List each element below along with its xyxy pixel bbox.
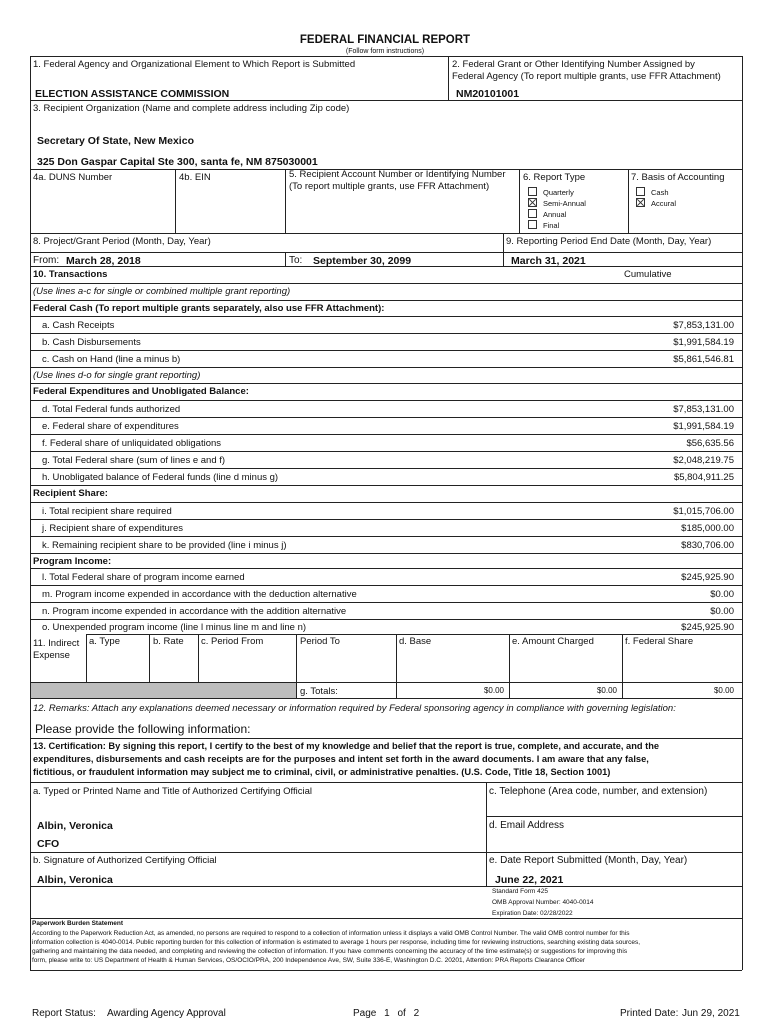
page-number: Page 1 of 2: [353, 1008, 420, 1019]
line-l-label: l. Total Federal share of program income earned: [42, 572, 245, 583]
date-submitted: June 22, 2021: [495, 874, 564, 886]
official-name: Albin, Veronica: [37, 820, 113, 832]
line-c-value: $5,861,546.81: [673, 354, 734, 365]
certification-line-3: fictitious, or fraudulent information may subject me to criminal, civil, or administrative penalties. (U.S. Code, Title 18, Section 1001): [33, 767, 611, 777]
shaded-cell: [31, 683, 296, 698]
burden-line-4: form, please write to: US Department of Health & Human Services, OS/OCIO/PRA, 200 Independence Ave, SW, Suite 336-E, Washington D.C. 20201, Attention: PRA Reports Clearance Officer: [32, 957, 586, 964]
line-k-value: $830,706.00: [681, 540, 734, 551]
accounting-basis-options: [636, 187, 676, 209]
reporting-period-end: March 31, 2021: [511, 255, 586, 267]
grant-number: NM20101001: [456, 88, 520, 100]
period-to: September 30, 2099: [313, 255, 412, 267]
from-label: From:: [33, 255, 60, 266]
checkbox-icon: [528, 187, 537, 196]
checkbox-icon: [528, 209, 537, 218]
agency-name: ELECTION ASSISTANCE COMMISSION: [35, 88, 230, 100]
report-status-value: Awarding Agency Approval: [107, 1008, 226, 1019]
note-lines-a-c: (Use lines a-c for single or combined multiple grant reporting): [33, 286, 291, 297]
printed-date-value: Jun 29, 2021: [682, 1008, 740, 1019]
certification-line-1: 13. Certification: By signing this report, I certify to the best of my knowledge and belief that the report is true, complete, and accurate, and the: [33, 741, 660, 751]
box1-label: 1. Federal Agency and Organizational Element to Which Report is Submitted: [33, 59, 356, 70]
box4a-label: 4a. DUNS Number: [33, 172, 113, 183]
program-income-heading: Program Income:: [33, 556, 112, 567]
line-b-value: $1,991,584.19: [673, 337, 734, 348]
line-o-value: $245,925.90: [681, 622, 734, 633]
box8-label: 8. Project/Grant Period (Month, Day, Year): [33, 236, 211, 247]
box7-label: 7. Basis of Accounting: [631, 172, 725, 183]
line-l-value: $245,925.90: [681, 572, 734, 583]
box5-label-2: (To report multiple grants, use FFR Attachment): [289, 181, 490, 192]
box2-label-2: Federal Agency (To report multiple grants, use FFR Attachment): [452, 71, 721, 82]
form-title: FEDERAL FINANCIAL REPORT: [299, 34, 471, 46]
recipient-share-heading: Recipient Share:: [33, 488, 108, 499]
total-base: $0.00: [483, 686, 504, 695]
cumulative-label: Cumulative: [624, 269, 672, 280]
line-d-label: d. Total Federal funds authorized: [42, 404, 181, 415]
line-f-value: $56,635.56: [686, 438, 734, 449]
report-status-label: Report Status:: [32, 1008, 96, 1019]
burden-line-2: information collection is 4040-0014. Public reporting burden for this collection of information is estimated to average 1 hours per response, including time for reviewing instructions, searching existing data sources,: [32, 939, 641, 946]
omb-form: Standard Form 425: [492, 888, 549, 895]
burden-heading: Paperwork Burden Statement: [32, 920, 124, 927]
sign-e-label: e. Date Report Submitted (Month, Day, Year): [489, 855, 688, 866]
official-title: CFO: [37, 838, 60, 850]
line-i-label: i. Total recipient share required: [42, 506, 172, 517]
line-c-label: c. Cash on Hand (line a minus b): [42, 354, 181, 365]
report-type-semi-annual[interactable]: Semi-Annual: [528, 198, 586, 209]
box12-label: 12. Remarks: Attach any explanations deemed necessary or information required by Federal sponsoring agency in compliance with governing legislation:: [33, 703, 676, 714]
box5-label-1: 5. Recipient Account Number or Identifying Number: [289, 169, 506, 180]
col-type: a. Type: [89, 636, 120, 647]
line-o-label: o. Unexpended program income (line l minus line m and line n): [42, 622, 307, 633]
line-e-label: e. Federal share of expenditures: [42, 421, 179, 432]
line-d-value: $7,853,131.00: [673, 404, 734, 415]
col-federal-share: f. Federal Share: [625, 636, 694, 647]
checkbox-icon: [528, 220, 537, 229]
checked-checkbox-icon: [636, 198, 645, 207]
note-lines-d-o: (Use lines d-o for single grant reporting): [33, 370, 201, 381]
col-period-to: Period To: [300, 636, 340, 647]
box4b-label: 4b. EIN: [179, 172, 211, 183]
col-period-from: c. Period From: [201, 636, 264, 647]
transactions-heading: 10. Transactions: [33, 269, 108, 280]
line-f-label: f. Federal share of unliquidated obligations: [42, 438, 222, 449]
line-e-value: $1,991,584.19: [673, 421, 734, 432]
report-type-final[interactable]: Final: [528, 220, 586, 231]
sign-a-label: a. Typed or Printed Name and Title of Authorized Certifying Official: [33, 786, 312, 797]
federal-expenditures-heading: Federal Expenditures and Unobligated Balance:: [33, 386, 249, 397]
period-from: March 28, 2018: [66, 255, 141, 267]
box11-label-2: Expense: [33, 650, 70, 661]
line-i-value: $1,015,706.00: [673, 506, 734, 517]
checked-checkbox-icon: [528, 198, 537, 207]
line-k-label: k. Remaining recipient share to be provided (line i minus j): [42, 540, 287, 551]
recipient-address: 325 Don Gaspar Capital Ste 300, santa fe, NM 875030001: [37, 156, 318, 168]
federal-cash-heading: Federal Cash (To report multiple grants separately, also use FFR Attachment):: [33, 303, 385, 314]
form-subtitle: (Follow form instructions): [345, 48, 425, 55]
line-a-label: a. Cash Receipts: [42, 320, 115, 331]
box9-label: 9. Reporting Period End Date (Month, Day, Year): [506, 236, 712, 247]
line-n-value: $0.00: [710, 606, 734, 617]
to-label: To:: [289, 255, 303, 266]
report-type-annual[interactable]: Annual: [528, 209, 586, 220]
col-rate: b. Rate: [153, 636, 184, 647]
line-j-value: $185,000.00: [681, 523, 734, 534]
box2-label-1: 2. Federal Grant or Other Identifying Number Assigned by: [452, 59, 695, 70]
burden-line-3: gathering and maintaining the data needed, and completing and reviewing the collection of information. If you have comments concerning the accuracy of the time estimate(s) or suggestions for improving this: [32, 948, 628, 955]
col-amount-charged: e. Amount Charged: [512, 636, 594, 647]
line-b-label: b. Cash Disbursements: [42, 337, 141, 348]
line-m-value: $0.00: [710, 589, 734, 600]
printed-date-label: Printed Date:: [620, 1008, 679, 1019]
sign-b-label: b. Signature of Authorized Certifying Official: [33, 855, 217, 866]
box11-label-1: 11. Indirect: [33, 638, 80, 649]
line-h-value: $5,804,911.25: [673, 472, 734, 483]
omb-approval: OMB Approval Number: 4040-0014: [492, 899, 594, 906]
total-federal-share: $0.00: [713, 686, 734, 695]
totals-label: g. Totals:: [300, 686, 338, 697]
checkbox-icon: [636, 187, 645, 196]
box6-label: 6. Report Type: [523, 172, 586, 183]
basis-cash[interactable]: Cash: [636, 187, 676, 198]
line-a-value: $7,853,131.00: [673, 320, 734, 331]
total-amount-charged: $0.00: [596, 686, 617, 695]
sign-c-label: c. Telephone (Area code, number, and extension): [489, 786, 708, 797]
line-h-label: h. Unobligated balance of Federal funds (line d minus g): [42, 472, 279, 483]
line-n-label: n. Program income expended in accordance with the addition alternative: [42, 606, 347, 617]
signature-value: Albin, Veronica: [37, 874, 113, 886]
box3-label: 3. Recipient Organization (Name and complete address including Zip code): [33, 103, 350, 114]
basis-accrual[interactable]: Accural: [636, 198, 676, 209]
report-type-options: [528, 187, 586, 231]
omb-expiration: Expiration Date: 02/28/2022: [492, 910, 573, 917]
line-g-value: $2,048,219.75: [673, 455, 734, 466]
recipient-name: Secretary Of State, New Mexico: [37, 135, 194, 147]
report-type-quarterly[interactable]: Quarterly: [528, 187, 586, 198]
sign-d-label: d. Email Address: [489, 820, 565, 831]
col-base: d. Base: [399, 636, 432, 647]
line-j-label: j. Recipient share of expenditures: [42, 523, 183, 534]
burden-line-1: According to the Paperwork Reduction Act, as amended, no persons are required to respond to a collection of information unless it displays a valid OMB Control Number. The valid OMB control number for this: [32, 930, 630, 937]
line-g-label: g. Total Federal share (sum of lines e and f): [42, 455, 226, 466]
remarks-text: Please provide the following information:: [35, 722, 251, 736]
line-m-label: m. Program income expended in accordance with the deduction alternative: [42, 589, 357, 600]
certification-line-2: expenditures, disbursements and cash receipts are for the purposes and intent set forth in the award documents. I am aware that any false,: [33, 754, 649, 764]
